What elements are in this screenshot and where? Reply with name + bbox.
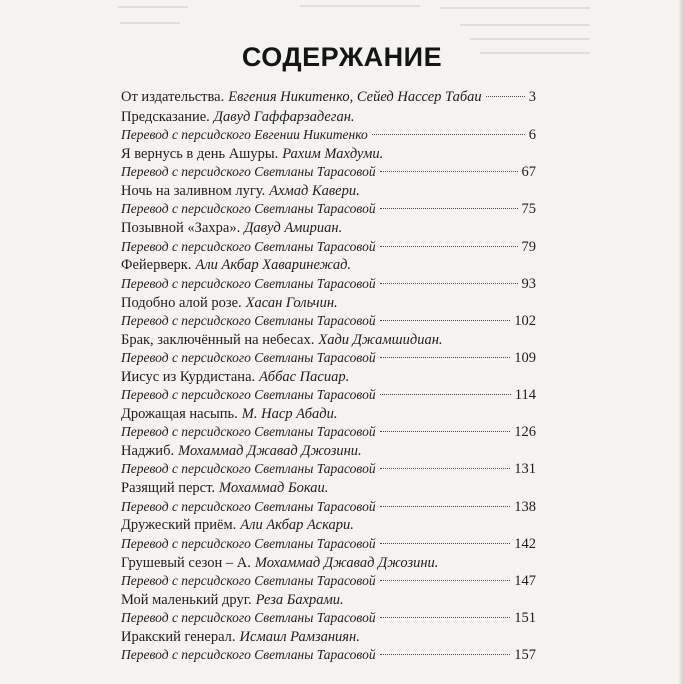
- toc-entry-translator: Перевод с персидского Светланы Тарасовой: [121, 424, 376, 440]
- toc-entry-title: Позывной «Захра».: [121, 220, 241, 237]
- toc-entry-translator-line: [121, 126, 536, 143]
- toc-entry: [121, 480, 536, 515]
- toc-entry-author: Мохаммад Джавад Джозини.: [178, 443, 362, 460]
- toc-page-number: 131: [514, 461, 536, 478]
- toc-entry-author: Реза Бахрами.: [255, 591, 344, 608]
- toc-entry: [121, 406, 536, 441]
- dot-leader: [380, 320, 511, 321]
- toc-entry-translator: Перевод с персидского Светланы Тарасовой: [121, 572, 376, 588]
- toc-entry-title-line: [121, 369, 536, 386]
- toc-entry-title-line: [121, 220, 536, 237]
- toc-entry-author: Мохаммад Бокаи.: [218, 480, 329, 497]
- toc-page-number: 75: [521, 201, 536, 218]
- toc-entry-title: Иисус из Курдистана.: [121, 368, 256, 385]
- toc-entry-translator: Перевод с персидского Светланы Тарасовой: [121, 647, 376, 663]
- toc-entry-title-line: [121, 629, 536, 646]
- toc-entry-author: Хасан Гольчин.: [245, 294, 338, 311]
- toc-page-number: 102: [514, 312, 536, 329]
- toc-entry-title: Предсказание.: [121, 108, 210, 125]
- toc-entry-author: М. Наср Абади.: [241, 405, 338, 422]
- toc-entry-title: Дружеский приём.: [121, 517, 237, 534]
- toc-page-number: 142: [514, 535, 536, 552]
- toc-page-number: 6: [528, 127, 536, 144]
- dot-leader: [380, 394, 511, 395]
- toc-entry: [121, 443, 536, 478]
- toc-page-number: 3: [528, 89, 536, 105]
- dot-leader: [380, 171, 518, 172]
- toc-entry: [121, 146, 536, 181]
- toc-entry-translator-line: [121, 238, 536, 255]
- toc-page-number: 147: [514, 572, 536, 589]
- toc-entry-translator-line: [121, 498, 536, 515]
- toc-entry-title-line: [121, 257, 536, 274]
- toc-entry-author: Давуд Амириан.: [244, 220, 343, 237]
- toc-entry-title-line: [121, 555, 536, 572]
- toc-entry-translator: Перевод с персидского Евгении Никитенко: [121, 127, 368, 143]
- dot-leader: [380, 506, 511, 507]
- toc-entry-translator-line: [121, 349, 536, 366]
- dot-leader: [380, 246, 518, 247]
- toc-entry-title-line: [121, 109, 536, 126]
- toc-entry-title-line: [121, 89, 536, 106]
- toc-entry: [121, 332, 536, 367]
- toc-entry-translator-line: [121, 535, 536, 552]
- toc-entry-translator-line: [121, 200, 536, 217]
- toc-entry-translator: Перевод с персидского Светланы Тарасовой: [121, 275, 376, 291]
- toc-page-number: 157: [514, 647, 536, 664]
- toc-entry-translator: Перевод с персидского Светланы Тарасовой: [121, 535, 376, 551]
- toc-entry-title-line: [121, 517, 536, 534]
- toc-entry-author: Исмаил Рамзаниян.: [239, 628, 360, 645]
- toc-entry-title-line: [121, 480, 536, 497]
- toc-entry-translator-line: [121, 275, 536, 292]
- toc-page-number: 109: [514, 349, 536, 366]
- toc-page-number: 79: [521, 238, 536, 255]
- dot-leader: [380, 617, 511, 618]
- toc-entry-translator: Перевод с персидского Светланы Тарасовой: [121, 164, 376, 180]
- toc-entry-title-line: [121, 332, 536, 349]
- dot-leader: [380, 431, 511, 432]
- toc-entry-translator-line: [121, 460, 536, 477]
- toc-entry-translator: Перевод с персидского Светланы Тарасовой: [121, 498, 376, 514]
- toc-entry-title-line: [121, 295, 536, 312]
- toc-entry-translator: Перевод с персидского Светланы Тарасовой: [121, 387, 376, 403]
- toc-page-number: 151: [514, 609, 536, 626]
- toc-entry-title: Фейерверк.: [121, 257, 192, 274]
- toc-entry-translator-line: [121, 646, 536, 663]
- toc-entry: [121, 109, 536, 144]
- toc-entry: [121, 257, 536, 292]
- dot-leader: [380, 543, 511, 544]
- toc-entry: [121, 89, 536, 106]
- toc-entry-translator-line: [121, 609, 536, 626]
- toc-entry-title: От издательства.: [121, 89, 225, 105]
- toc-entry-translator: Перевод с персидского Светланы Тарасовой: [121, 349, 376, 365]
- toc-entry-title: Мой маленький друг.: [121, 591, 252, 608]
- toc-entry-title: Подобно алой розе.: [121, 294, 242, 311]
- toc-entry-author: Рахим Махдуми.: [282, 145, 384, 162]
- toc-page-number: 67: [521, 164, 536, 181]
- toc-entry-author: Али Акбар Аскари.: [240, 517, 354, 534]
- toc-entry-author: Ахмад Кавери.: [269, 183, 360, 200]
- dot-leader: [380, 580, 511, 581]
- toc-entry-translator-line: [121, 386, 536, 403]
- toc-entry-author: Аббас Пасиар.: [259, 368, 350, 385]
- contents-heading: СОДЕРЖАНИЕ: [241, 42, 443, 72]
- toc-entry: [121, 555, 536, 590]
- toc-entry-author: Евгения Никитенко, Сейед Нассер Табаи: [228, 89, 482, 105]
- dot-leader: [380, 654, 511, 655]
- page-edge-shadow: [678, 0, 684, 684]
- toc-entry-translator-line: [121, 572, 536, 589]
- toc-page-number: 138: [514, 498, 536, 515]
- toc-entry-translator-line: [121, 423, 536, 440]
- toc-entry: [121, 220, 536, 255]
- toc-entry-title: Дрожащая насыпь.: [121, 405, 238, 422]
- toc-entry: [121, 183, 536, 218]
- dot-leader: [486, 96, 525, 97]
- table-of-contents: [121, 89, 536, 663]
- dot-leader: [380, 357, 511, 358]
- toc-entry-translator: Перевод с персидского Светланы Тарасовой: [121, 238, 376, 254]
- toc-entry: [121, 517, 536, 552]
- dot-leader: [380, 283, 518, 284]
- toc-entry-title: Грушевый сезон – А.: [121, 554, 251, 571]
- toc-entry-title: Иракский генерал.: [121, 628, 236, 645]
- toc-entry: [121, 592, 536, 627]
- toc-entry-title: Разящий перст.: [121, 480, 215, 497]
- dot-leader: [372, 134, 525, 135]
- toc-entry: [121, 295, 536, 330]
- toc-entry-title-line: [121, 146, 536, 163]
- toc-entry-title-line: [121, 406, 536, 423]
- toc-entry-author: Хади Джамшидиан.: [318, 331, 443, 348]
- toc-page-number: 93: [521, 275, 536, 292]
- toc-entry-translator-line: [121, 312, 536, 329]
- toc-entry-title-line: [121, 183, 536, 200]
- toc-entry-translator-line: [121, 163, 536, 180]
- toc-entry: [121, 629, 536, 664]
- toc-entry-title: Я вернусь в день Ашуры.: [121, 145, 279, 162]
- toc-entry-title: Брак, заключённый на небесах.: [121, 331, 315, 348]
- toc-entry-translator: Перевод с персидского Светланы Тарасовой: [121, 201, 376, 217]
- toc-entry-author: Давуд Гаффарзадеган.: [213, 108, 355, 125]
- toc-entry-title: Ночь на заливном лугу.: [121, 183, 266, 200]
- toc-entry-translator: Перевод с персидского Светланы Тарасовой: [121, 609, 376, 625]
- toc-entry-translator: Перевод с персидского Светланы Тарасовой: [121, 461, 376, 477]
- toc-entry-translator: Перевод с персидского Светланы Тарасовой: [121, 312, 376, 328]
- toc-entry-author: Мохаммад Джавад Джозини.: [254, 554, 439, 571]
- toc-entry-title: Наджиб.: [121, 443, 175, 460]
- toc-entry-title-line: [121, 443, 536, 460]
- dot-leader: [380, 468, 511, 469]
- toc-entry-title-line: [121, 592, 536, 609]
- dot-leader: [380, 208, 518, 209]
- toc-page-number: 126: [514, 424, 536, 441]
- toc-entry: [121, 369, 536, 404]
- toc-page-number: 114: [514, 387, 536, 404]
- toc-entry-author: Али Акбар Хаваринежад.: [195, 257, 352, 274]
